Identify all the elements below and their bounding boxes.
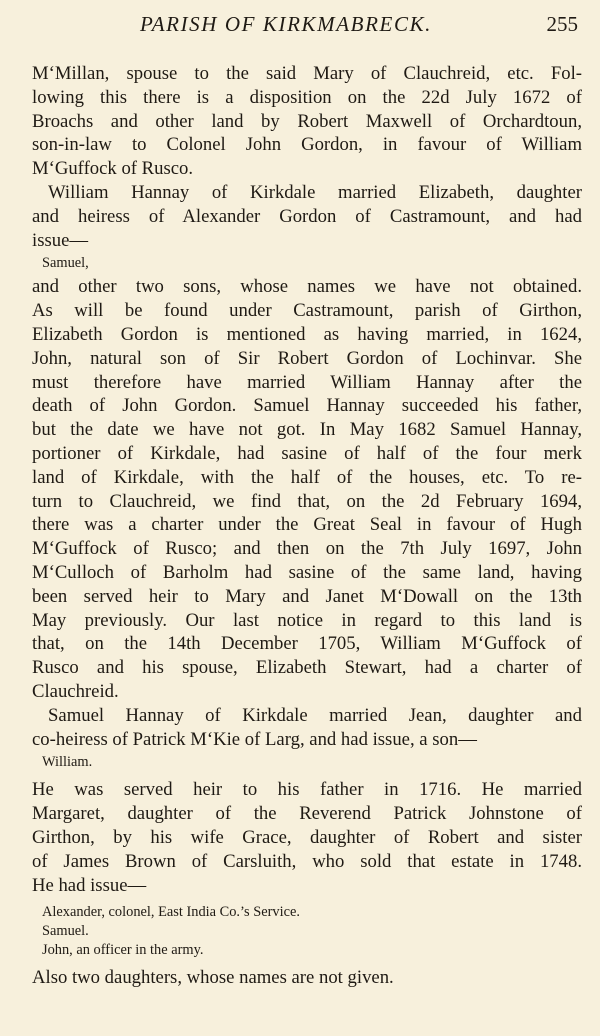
- text-line: Girthon, by his wife Grace, daughter of Robert and sister: [32, 826, 582, 848]
- text-line: son-in-law to Colonel John Gordon, in favour of William: [32, 134, 582, 156]
- text-line: must therefore have married William Hannay after the: [32, 371, 582, 393]
- text-line: M‘Culloch of Barholm had sasine of the same land, having: [32, 561, 582, 583]
- text-line: and other two sons, whose names we have not obtained.: [32, 276, 582, 298]
- text-line: Rusco and his spouse, Elizabeth Stewart, had a charter of: [32, 657, 582, 679]
- issue-entry: Samuel,: [42, 255, 89, 272]
- running-title: PARISH OF KIRKMABRECK.: [140, 12, 433, 36]
- text-line: As will be found under Castramount, parish of Girthon,: [32, 300, 582, 322]
- text-line: that, on the 14th December 1705, William M‘Guffock of: [32, 633, 582, 655]
- text-line: turn to Clauchreid, we find that, on the 2d February 1694,: [32, 490, 582, 512]
- text-line: land of Kirkdale, with the half of the houses, etc. To re-: [32, 466, 582, 488]
- text-line: Broachs and other land by Robert Maxwell of Orchardtoun,: [32, 110, 582, 132]
- text-line: portioner of Kirkdale, had sasine of half of the four merk: [32, 442, 582, 464]
- text-line: Margaret, daughter of the Reverend Patrick Johnstone of: [32, 803, 582, 825]
- text-line: issue—: [32, 229, 89, 251]
- issue-entry: William.: [42, 754, 93, 771]
- text-line: there was a charter under the Great Seal in favour of Hugh: [32, 514, 582, 536]
- text-line: M‘Guffock of Rusco; and then on the 7th July 1697, John: [32, 538, 582, 560]
- issue-entry: Samuel.: [42, 923, 89, 940]
- text-line: co-heiress of Patrick M‘Kie of Larg, and had issue, a son—: [32, 728, 477, 750]
- issue-entry: Alexander, colonel, East India Co.’s Service.: [42, 904, 300, 921]
- text-line: but the date we have not got. In May 1682 Samuel Hannay,: [32, 419, 582, 441]
- text-line: He was served heir to his father in 1716. He married: [32, 779, 582, 801]
- text-line: He had issue—: [32, 874, 147, 896]
- text-line: M‘Guffock of Rusco.: [32, 158, 194, 180]
- text-line: William Hannay of Kirkdale married Elizabeth, daughter: [48, 181, 582, 203]
- text-line: John, natural son of Sir Robert Gordon of Lochinvar. She: [32, 347, 582, 369]
- page-number: 255: [546, 12, 578, 36]
- text-line: Elizabeth Gordon is mentioned as having married, in 1624,: [32, 323, 582, 345]
- text-line: M‘Millan, spouse to the said Mary of Clauchreid, etc. Fol-: [32, 63, 582, 84]
- text-line: been served heir to Mary and Janet M‘Dowall on the 13th: [32, 585, 582, 607]
- text-line: of James Brown of Carsluith, who sold that estate in 1748.: [32, 850, 582, 872]
- text-line: Samuel Hannay of Kirkdale married Jean, daughter and: [48, 704, 582, 726]
- text-line: Also two daughters, whose names are not given.: [32, 967, 394, 989]
- text-line: lowing this there is a disposition on the 22d July 1672 of: [32, 86, 582, 108]
- text-line: and heiress of Alexander Gordon of Castramount, and had: [32, 205, 582, 227]
- issue-entry: John, an officer in the army.: [42, 942, 204, 959]
- text-line: death of John Gordon. Samuel Hannay succeeded his father,: [32, 395, 582, 417]
- running-head: [32, 12, 578, 40]
- text-line: Clauchreid.: [32, 680, 119, 702]
- body-text: [32, 62, 582, 990]
- text-line: May previously. Our last notice in regard to this land is: [32, 609, 582, 631]
